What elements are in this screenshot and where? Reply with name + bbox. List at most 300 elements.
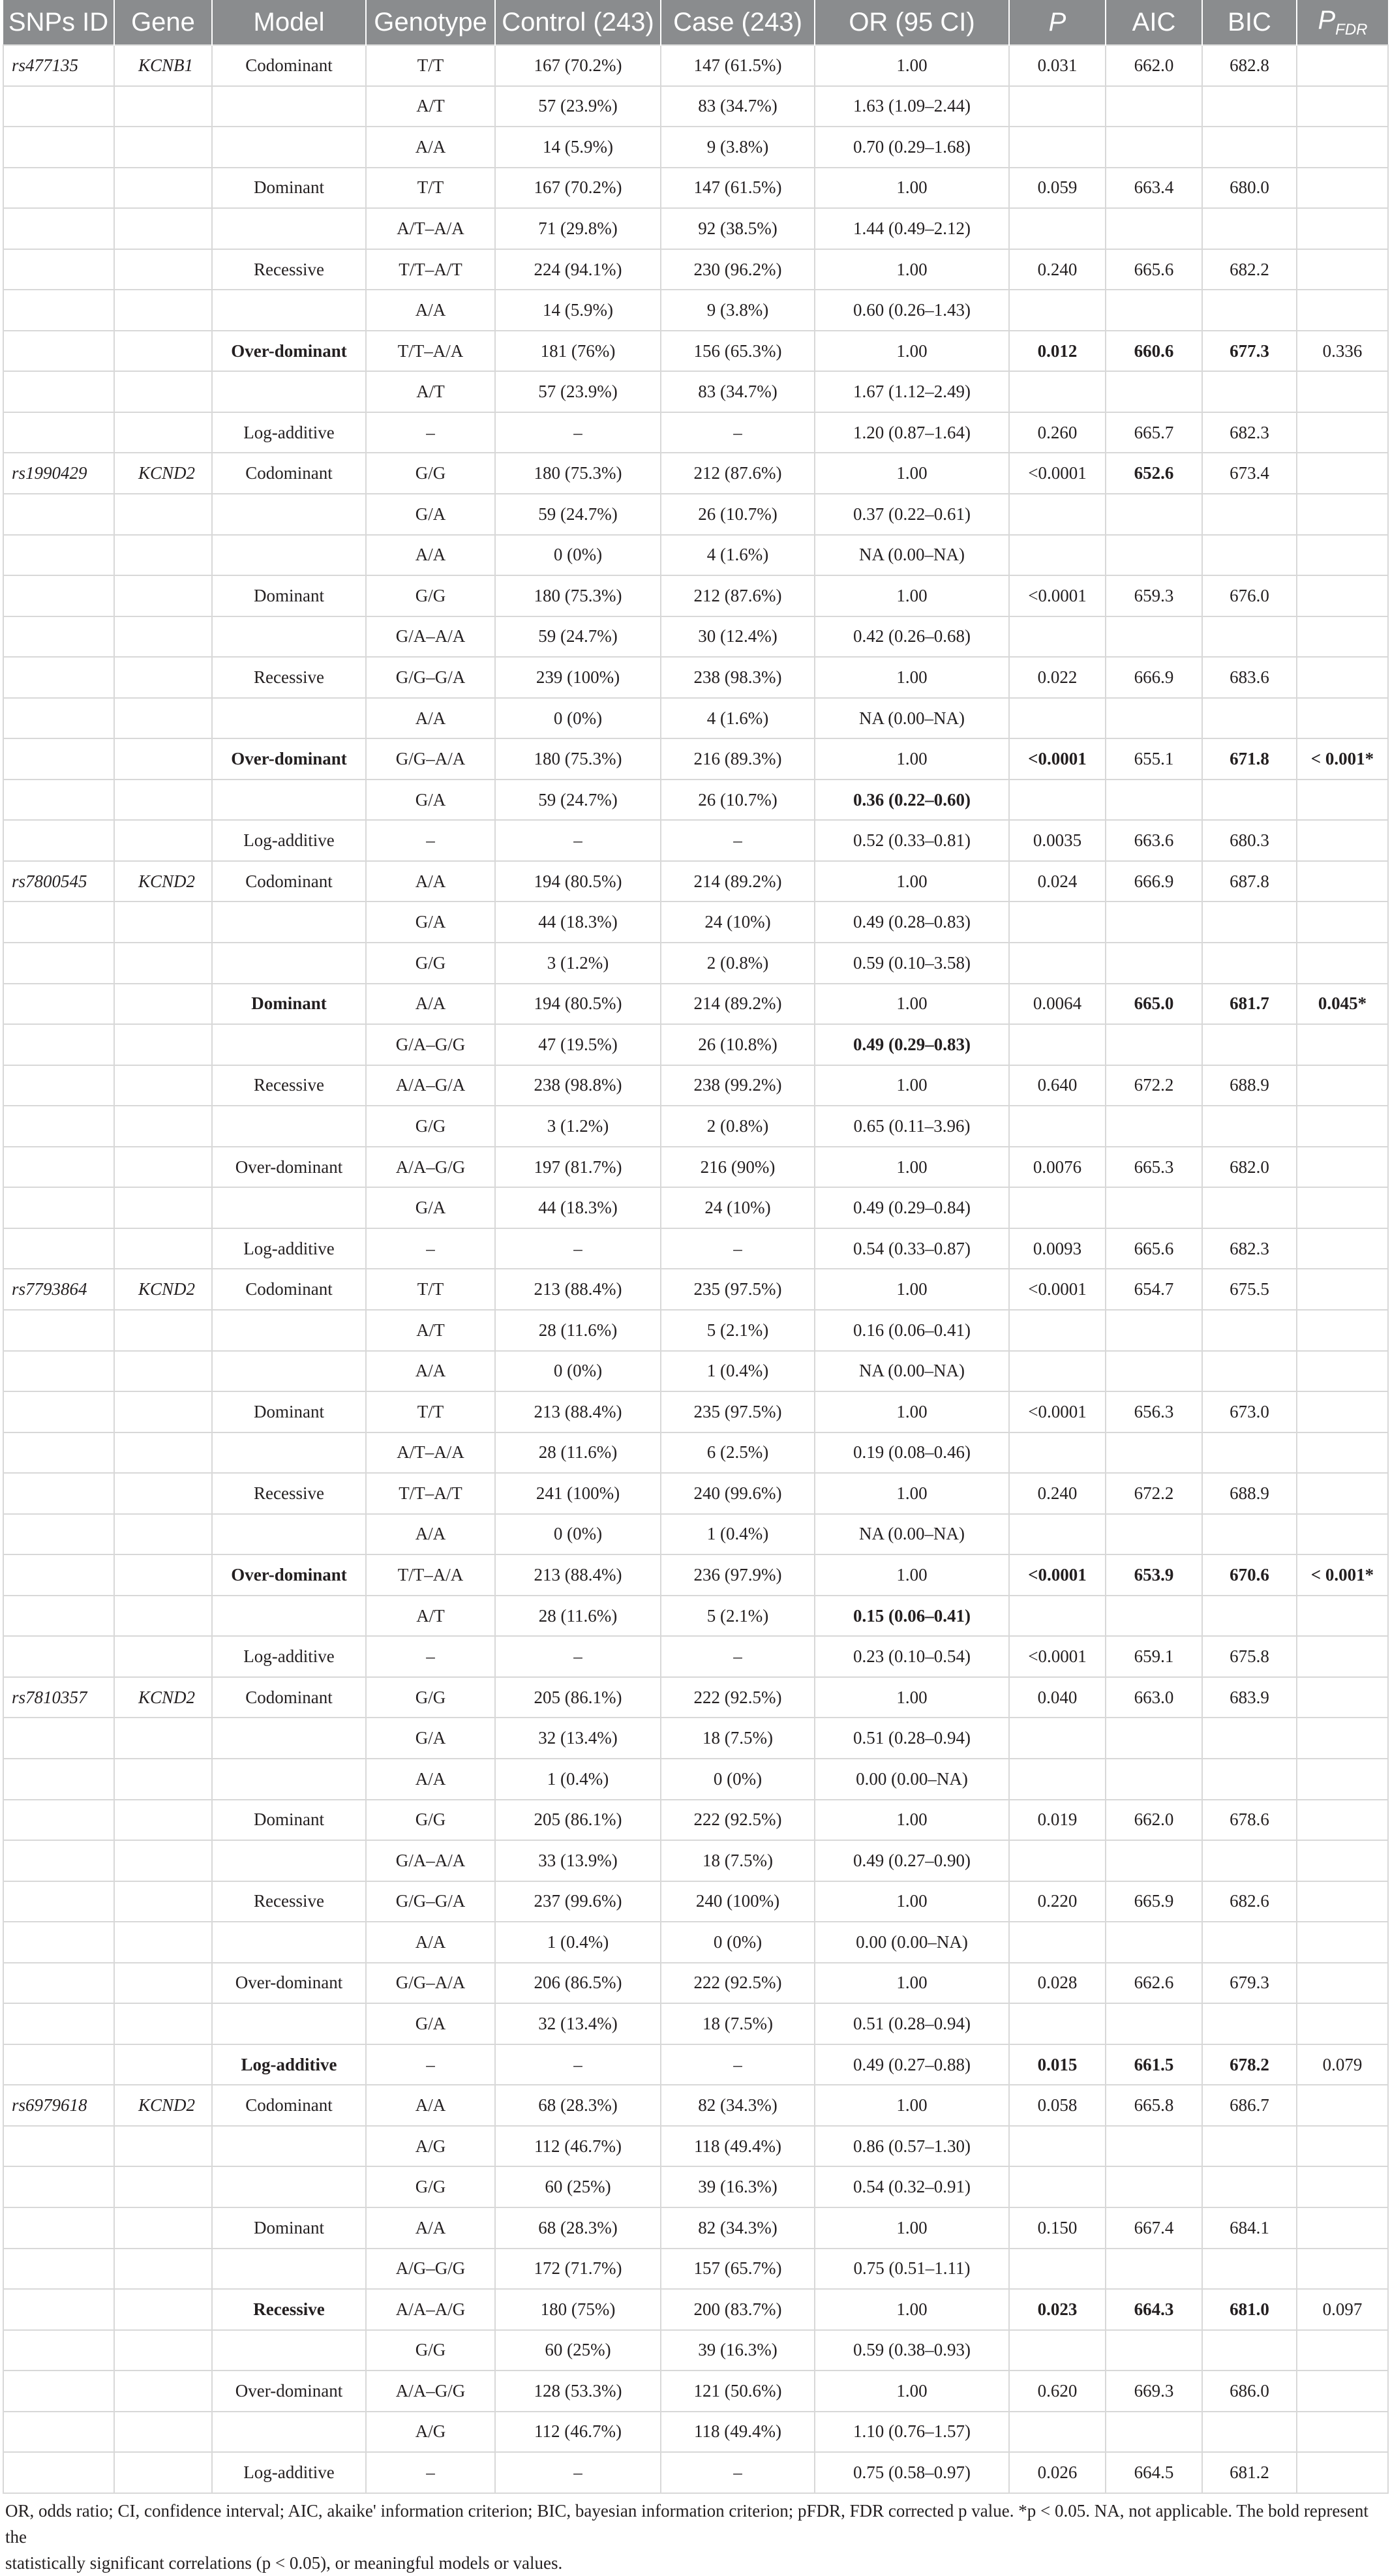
cell-or: 0.86 (0.57–1.30) — [815, 2126, 1009, 2167]
cell-model: Codominant — [212, 45, 366, 86]
cell-model — [212, 2412, 366, 2453]
cell-bic — [1202, 616, 1297, 658]
cell-control: 205 (86.1%) — [495, 1800, 661, 1841]
cell-aic: 660.6 — [1106, 331, 1202, 372]
cell-snp-id: rs477135 — [3, 45, 114, 86]
cell-aic: 663.6 — [1106, 820, 1202, 861]
cell-or: 1.00 — [815, 45, 1009, 86]
cell-control: 57 (23.9%) — [495, 86, 661, 127]
cell-aic: 663.0 — [1106, 1677, 1202, 1718]
table-row — [3, 657, 1388, 698]
cell-bic: 686.7 — [1202, 2085, 1297, 2126]
cell-genotype: T/T–A/A — [366, 1554, 495, 1596]
cell-gene — [114, 1351, 212, 1392]
cell-case: 214 (89.2%) — [661, 861, 815, 902]
cell-aic: 665.3 — [1106, 1147, 1202, 1188]
table-row — [3, 2289, 1388, 2330]
cell-gene — [114, 1473, 212, 1514]
cell-snp-id — [3, 820, 114, 861]
cell-gene — [114, 575, 212, 616]
table-row — [3, 249, 1388, 290]
cell-or: 1.00 — [815, 168, 1009, 209]
cell-control: 205 (86.1%) — [495, 1677, 661, 1718]
table-row — [3, 861, 1388, 902]
cell-model: Dominant — [212, 575, 366, 616]
cell-model — [212, 1106, 366, 1147]
cell-p: <0.0001 — [1009, 1554, 1106, 1596]
cell-genotype: A/A–G/G — [366, 1147, 495, 1188]
cell-gene: KCND2 — [114, 861, 212, 902]
table-row — [3, 1228, 1388, 1269]
cell-pfdr — [1297, 1514, 1388, 1555]
cell-snp-id — [3, 943, 114, 984]
cell-aic — [1106, 616, 1202, 658]
cell-aic — [1106, 1310, 1202, 1351]
table-footnote — [3, 2494, 1387, 2576]
cell-case: 1 (0.4%) — [661, 1351, 815, 1392]
cell-case: 18 (7.5%) — [661, 1718, 815, 1759]
cell-control: 181 (76%) — [495, 331, 661, 372]
cell-case: 235 (97.5%) — [661, 1269, 815, 1310]
cell-bic — [1202, 2249, 1297, 2290]
cell-pfdr — [1297, 616, 1388, 658]
cell-control: – — [495, 2452, 661, 2493]
cell-case: 222 (92.5%) — [661, 1677, 815, 1718]
cell-control: 44 (18.3%) — [495, 902, 661, 943]
cell-pfdr — [1297, 45, 1388, 86]
table-row — [3, 698, 1388, 739]
cell-case: 39 (16.3%) — [661, 2330, 815, 2371]
cell-pfdr: 0.045* — [1297, 984, 1388, 1025]
cell-case: 18 (7.5%) — [661, 2003, 815, 2044]
cell-model — [212, 1840, 366, 1881]
cell-or: 1.00 — [815, 657, 1009, 698]
cell-model: Recessive — [212, 2289, 366, 2330]
cell-genotype: – — [366, 2452, 495, 2493]
cell-model — [212, 902, 366, 943]
cell-case: – — [661, 2452, 815, 2493]
table-row — [3, 1065, 1388, 1106]
cell-pfdr — [1297, 1065, 1388, 1106]
table-row — [3, 290, 1388, 331]
cell-pfdr — [1297, 575, 1388, 616]
cell-aic: 662.0 — [1106, 1800, 1202, 1841]
cell-genotype: A/A — [366, 861, 495, 902]
cell-or: 0.49 (0.27–0.90) — [815, 1840, 1009, 1881]
cell-aic: 667.4 — [1106, 2207, 1202, 2249]
cell-case: 4 (1.6%) — [661, 698, 815, 739]
cell-snp-id — [3, 208, 114, 249]
table-row — [3, 616, 1388, 658]
cell-genotype: A/A–G/G — [366, 2371, 495, 2412]
table-row — [3, 1187, 1388, 1228]
cell-pfdr — [1297, 2452, 1388, 2493]
cell-aic — [1106, 1432, 1202, 1474]
cell-bic: 680.0 — [1202, 168, 1297, 209]
cell-gene: KCND2 — [114, 1677, 212, 1718]
cell-gene — [114, 371, 212, 412]
cell-control: 224 (94.1%) — [495, 249, 661, 290]
cell-case: 82 (34.3%) — [661, 2085, 815, 2126]
cell-gene — [114, 208, 212, 249]
table-row — [3, 780, 1388, 821]
cell-or: 1.00 — [815, 1963, 1009, 2004]
table-row — [3, 1718, 1388, 1759]
cell-case: 83 (34.7%) — [661, 371, 815, 412]
cell-gene — [114, 494, 212, 535]
cell-gene — [114, 1596, 212, 1637]
cell-gene — [114, 1922, 212, 1963]
cell-or: NA (0.00–NA) — [815, 1514, 1009, 1555]
cell-pfdr — [1297, 657, 1388, 698]
cell-model: Log-additive — [212, 1636, 366, 1677]
header-pfdr-main: P — [1318, 5, 1336, 35]
cell-genotype: G/G–G/A — [366, 1881, 495, 1922]
cell-genotype: A/T — [366, 371, 495, 412]
cell-control: 180 (75.3%) — [495, 453, 661, 494]
cell-bic — [1202, 1840, 1297, 1881]
cell-pfdr — [1297, 1432, 1388, 1474]
cell-or: 1.10 (0.76–1.57) — [815, 2412, 1009, 2453]
cell-gene — [114, 1187, 212, 1228]
header-case: Case (243) — [661, 0, 815, 45]
cell-control: 197 (81.7%) — [495, 1147, 661, 1188]
cell-snp-id — [3, 1024, 114, 1065]
cell-snp-id — [3, 1514, 114, 1555]
cell-control: 47 (19.5%) — [495, 1024, 661, 1065]
cell-control: 239 (100%) — [495, 657, 661, 698]
cell-case: – — [661, 820, 815, 861]
cell-p — [1009, 2249, 1106, 2290]
cell-bic: 681.7 — [1202, 984, 1297, 1025]
cell-snp-id — [3, 249, 114, 290]
cell-snp-id — [3, 575, 114, 616]
cell-pfdr: 0.336 — [1297, 331, 1388, 372]
cell-case: 121 (50.6%) — [661, 2371, 815, 2412]
cell-or: 1.00 — [815, 1065, 1009, 1106]
cell-pfdr: 0.079 — [1297, 2044, 1388, 2085]
cell-genotype: G/A — [366, 780, 495, 821]
cell-genotype: G/G — [366, 943, 495, 984]
cell-aic: 655.1 — [1106, 738, 1202, 780]
cell-gene — [114, 902, 212, 943]
cell-or: 0.54 (0.33–0.87) — [815, 1228, 1009, 1269]
cell-control: 194 (80.5%) — [495, 861, 661, 902]
cell-pfdr — [1297, 1351, 1388, 1392]
cell-p: 0.640 — [1009, 1065, 1106, 1106]
cell-snp-id — [3, 412, 114, 453]
table-row — [3, 412, 1388, 453]
cell-p — [1009, 1759, 1106, 1800]
cell-control: – — [495, 820, 661, 861]
cell-case: 9 (3.8%) — [661, 127, 815, 168]
cell-model: Over-dominant — [212, 1963, 366, 2004]
cell-control: 32 (13.4%) — [495, 2003, 661, 2044]
cell-snp-id — [3, 1922, 114, 1963]
cell-p — [1009, 535, 1106, 576]
header-bic: BIC — [1202, 0, 1297, 45]
cell-bic: 670.6 — [1202, 1554, 1297, 1596]
cell-control: 1 (0.4%) — [495, 1922, 661, 1963]
cell-snp-id — [3, 2126, 114, 2167]
cell-model: Dominant — [212, 2207, 366, 2249]
cell-control: – — [495, 1636, 661, 1677]
cell-case: 238 (98.3%) — [661, 657, 815, 698]
cell-or: 1.00 — [815, 2371, 1009, 2412]
cell-pfdr — [1297, 1187, 1388, 1228]
cell-aic: 664.3 — [1106, 2289, 1202, 2330]
cell-or: 0.49 (0.29–0.83) — [815, 1024, 1009, 1065]
cell-control: 68 (28.3%) — [495, 2207, 661, 2249]
cell-control: 213 (88.4%) — [495, 1269, 661, 1310]
cell-case: – — [661, 1636, 815, 1677]
table-row — [3, 984, 1388, 1025]
cell-aic: 665.0 — [1106, 984, 1202, 1025]
header-gene: Gene — [114, 0, 212, 45]
table-row — [3, 1351, 1388, 1392]
cell-snp-id: rs7793864 — [3, 1269, 114, 1310]
cell-case: 147 (61.5%) — [661, 168, 815, 209]
cell-bic — [1202, 2166, 1297, 2207]
cell-p — [1009, 943, 1106, 984]
cell-or: 0.49 (0.28–0.83) — [815, 902, 1009, 943]
cell-pfdr — [1297, 1759, 1388, 1800]
cell-pfdr — [1297, 1269, 1388, 1310]
cell-gene — [114, 1391, 212, 1432]
cell-snp-id — [3, 494, 114, 535]
cell-snp-id — [3, 1759, 114, 1800]
cell-genotype: G/A — [366, 494, 495, 535]
cell-gene — [114, 1759, 212, 1800]
cell-gene — [114, 984, 212, 1025]
cell-model: Codominant — [212, 861, 366, 902]
cell-snp-id — [3, 290, 114, 331]
cell-pfdr — [1297, 371, 1388, 412]
cell-model — [212, 2126, 366, 2167]
cell-bic — [1202, 1514, 1297, 1555]
cell-genotype: A/A — [366, 290, 495, 331]
cell-pfdr — [1297, 1636, 1388, 1677]
cell-snp-id — [3, 2003, 114, 2044]
cell-model: Dominant — [212, 1391, 366, 1432]
cell-gene — [114, 1554, 212, 1596]
cell-p: <0.0001 — [1009, 453, 1106, 494]
cell-case: 230 (96.2%) — [661, 249, 815, 290]
cell-p: 0.240 — [1009, 1473, 1106, 1514]
cell-p: 0.150 — [1009, 2207, 1106, 2249]
cell-model: Dominant — [212, 1800, 366, 1841]
cell-or: 0.54 (0.32–0.91) — [815, 2166, 1009, 2207]
cell-gene — [114, 1636, 212, 1677]
cell-p: 0.022 — [1009, 657, 1106, 698]
cell-pfdr — [1297, 820, 1388, 861]
cell-gene — [114, 943, 212, 984]
cell-or: 1.00 — [815, 2085, 1009, 2126]
table-row — [3, 1106, 1388, 1147]
cell-snp-id — [3, 657, 114, 698]
table-row — [3, 1473, 1388, 1514]
cell-or: 0.23 (0.10–0.54) — [815, 1636, 1009, 1677]
cell-aic: 662.0 — [1106, 45, 1202, 86]
cell-case: 222 (92.5%) — [661, 1963, 815, 2004]
cell-bic: 676.0 — [1202, 575, 1297, 616]
cell-genotype: A/T–A/A — [366, 1432, 495, 1474]
cell-genotype: G/G — [366, 1800, 495, 1841]
cell-bic — [1202, 1187, 1297, 1228]
table-row — [3, 2207, 1388, 2249]
cell-case: 236 (97.9%) — [661, 1554, 815, 1596]
cell-control: 112 (46.7%) — [495, 2126, 661, 2167]
cell-control: 167 (70.2%) — [495, 45, 661, 86]
cell-aic — [1106, 780, 1202, 821]
cell-p — [1009, 2330, 1106, 2371]
cell-p: 0.260 — [1009, 412, 1106, 453]
table-row — [3, 371, 1388, 412]
table-header — [3, 0, 1388, 45]
cell-or: 1.00 — [815, 861, 1009, 902]
cell-p — [1009, 1024, 1106, 1065]
cell-genotype: A/A — [366, 1514, 495, 1555]
cell-model — [212, 208, 366, 249]
cell-control: 3 (1.2%) — [495, 943, 661, 984]
cell-gene — [114, 820, 212, 861]
cell-aic — [1106, 1024, 1202, 1065]
cell-bic — [1202, 1106, 1297, 1147]
cell-p: 0.026 — [1009, 2452, 1106, 2493]
table-row — [3, 1596, 1388, 1637]
cell-genotype: G/A — [366, 1187, 495, 1228]
cell-aic: 653.9 — [1106, 1554, 1202, 1596]
cell-control: 60 (25%) — [495, 2166, 661, 2207]
cell-or: 1.00 — [815, 1554, 1009, 1596]
cell-case: 2 (0.8%) — [661, 943, 815, 984]
cell-aic — [1106, 1106, 1202, 1147]
cell-aic — [1106, 2412, 1202, 2453]
cell-p — [1009, 1106, 1106, 1147]
cell-bic: 683.9 — [1202, 1677, 1297, 1718]
table-row — [3, 1677, 1388, 1718]
cell-gene — [114, 1963, 212, 2004]
header-or: OR (95 CI) — [815, 0, 1009, 45]
cell-p: 0.031 — [1009, 45, 1106, 86]
cell-bic — [1202, 127, 1297, 168]
cell-model — [212, 2166, 366, 2207]
cell-snp-id — [3, 1963, 114, 2004]
cell-genotype: G/A — [366, 1718, 495, 1759]
cell-model — [212, 2249, 366, 2290]
cell-snp-id — [3, 1228, 114, 1269]
cell-model: Log-additive — [212, 1228, 366, 1269]
cell-control: 1 (0.4%) — [495, 1759, 661, 1800]
cell-case: 30 (12.4%) — [661, 616, 815, 658]
cell-p — [1009, 494, 1106, 535]
cell-model: Log-additive — [212, 2044, 366, 2085]
cell-bic — [1202, 208, 1297, 249]
cell-snp-id — [3, 1554, 114, 1596]
cell-aic — [1106, 535, 1202, 576]
cell-pfdr — [1297, 1718, 1388, 1759]
cell-snp-id — [3, 1718, 114, 1759]
table-row — [3, 1554, 1388, 1596]
cell-genotype: T/T — [366, 45, 495, 86]
cell-genotype: – — [366, 2044, 495, 2085]
cell-aic: 665.7 — [1106, 412, 1202, 453]
cell-aic — [1106, 1351, 1202, 1392]
table-row — [3, 1147, 1388, 1188]
cell-aic: 665.9 — [1106, 1881, 1202, 1922]
cell-gene — [114, 1718, 212, 1759]
cell-snp-id — [3, 1432, 114, 1474]
cell-aic: 661.5 — [1106, 2044, 1202, 2085]
cell-or: 0.19 (0.08–0.46) — [815, 1432, 1009, 1474]
cell-pfdr — [1297, 861, 1388, 902]
cell-genotype: G/A–A/A — [366, 1840, 495, 1881]
cell-model — [212, 535, 366, 576]
cell-control: 68 (28.3%) — [495, 2085, 661, 2126]
cell-p — [1009, 1840, 1106, 1881]
cell-p — [1009, 371, 1106, 412]
cell-aic: 672.2 — [1106, 1065, 1202, 1106]
cell-case: 83 (34.7%) — [661, 86, 815, 127]
cell-case: 9 (3.8%) — [661, 290, 815, 331]
cell-or: NA (0.00–NA) — [815, 1351, 1009, 1392]
results-table — [3, 0, 1389, 2494]
cell-bic: 684.1 — [1202, 2207, 1297, 2249]
cell-or: 1.00 — [815, 331, 1009, 372]
cell-control: 14 (5.9%) — [495, 290, 661, 331]
cell-p: 0.012 — [1009, 331, 1106, 372]
table-row — [3, 2412, 1388, 2453]
cell-or: 0.51 (0.28–0.94) — [815, 2003, 1009, 2044]
cell-gene — [114, 780, 212, 821]
cell-snp-id — [3, 1800, 114, 1841]
cell-case: 5 (2.1%) — [661, 1596, 815, 1637]
cell-genotype: G/A — [366, 902, 495, 943]
cell-model: Recessive — [212, 1881, 366, 1922]
cell-p: 0.059 — [1009, 168, 1106, 209]
cell-aic: 659.3 — [1106, 575, 1202, 616]
cell-gene — [114, 168, 212, 209]
cell-model: Recessive — [212, 1065, 366, 1106]
cell-bic: 677.3 — [1202, 331, 1297, 372]
cell-p: 0.019 — [1009, 1800, 1106, 1841]
cell-bic — [1202, 2003, 1297, 2044]
cell-bic: 681.2 — [1202, 2452, 1297, 2493]
header-snps-id: SNPs ID — [3, 0, 114, 45]
cell-pfdr — [1297, 1800, 1388, 1841]
cell-genotype: A/A–A/G — [366, 2289, 495, 2330]
cell-bic — [1202, 1596, 1297, 1637]
cell-bic — [1202, 943, 1297, 984]
cell-bic — [1202, 1024, 1297, 1065]
cell-case: 157 (65.7%) — [661, 2249, 815, 2290]
cell-case: 26 (10.7%) — [661, 780, 815, 821]
cell-genotype: A/A–G/A — [366, 1065, 495, 1106]
cell-gene — [114, 2371, 212, 2412]
cell-pfdr — [1297, 1881, 1388, 1922]
cell-or: 1.00 — [815, 2207, 1009, 2249]
cell-bic — [1202, 1922, 1297, 1963]
cell-bic: 675.8 — [1202, 1636, 1297, 1677]
cell-p — [1009, 1514, 1106, 1555]
cell-model: Log-additive — [212, 412, 366, 453]
cell-snp-id — [3, 2207, 114, 2249]
cell-p: 0.0035 — [1009, 820, 1106, 861]
table-row — [3, 1759, 1388, 1800]
cell-bic: 682.8 — [1202, 45, 1297, 86]
cell-aic — [1106, 2126, 1202, 2167]
cell-case: 39 (16.3%) — [661, 2166, 815, 2207]
